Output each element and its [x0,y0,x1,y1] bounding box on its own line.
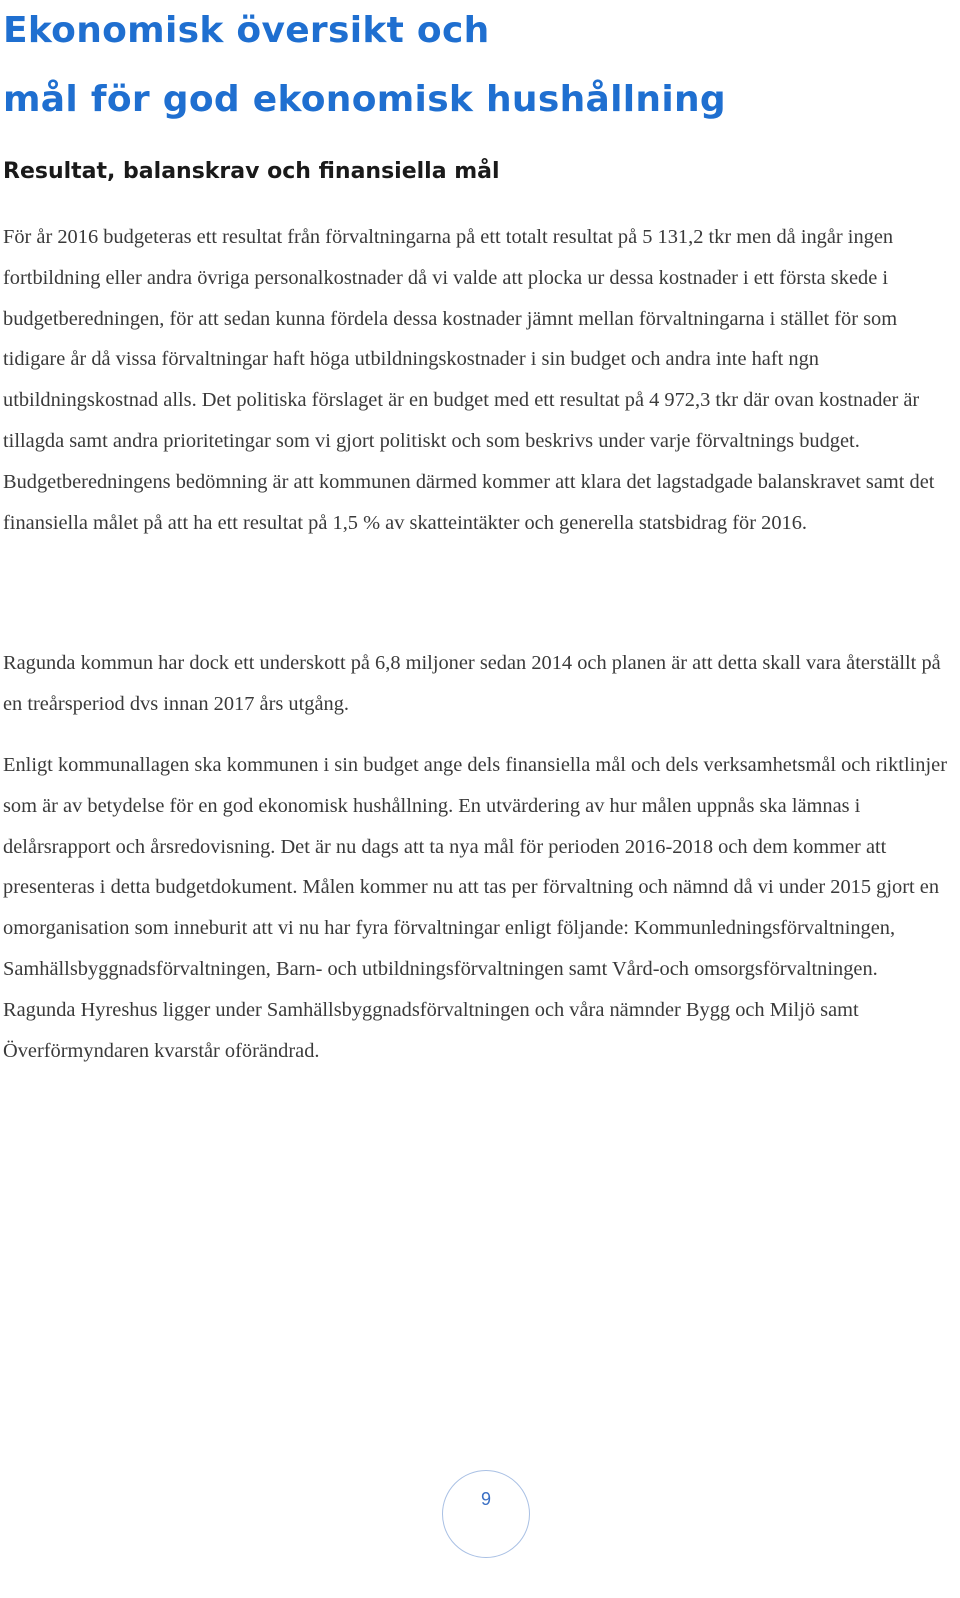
page-title-line-1: Ekonomisk översikt och [3,10,490,51]
body-paragraph-1: För år 2016 budgeteras ett resultat från förvaltningarna på ett totalt resultat på 5 131,2 tkr men då ingår ingen fortbildning eller andra övriga personalkostnader då vi valde att plocka ur dessa kostnader i ett första skede i budgetberedningen, för att sedan kunna fördela dessa kostnader jämnt mellan förvaltningarna i stället för som tidigare år då vissa förvaltningar haft höga utbildningskostnader i sin budget och andra inte haft ngn utbildningskostnad alls. Det politiska förslaget är en budget med ett resultat på 4 972,3 tkr där ovan kostnader är tillagda samt andra prioritetingar som vi gjort politiskt och som beskrivs under varje förvaltnings budget. Budgetberedningens bedömning är att kommunen därmed kommer att klara det lagstadgade balanskravet samt det finansiella målet på att ha ett resultat på 1,5 % av skatteintäkter och generella statsbidrag för 2016. [3,226,935,534]
page-number: 9 [442,1470,530,1558]
body-paragraph-2: Ragunda kommun har dock ett underskott på 6,8 miljoner sedan 2014 och planen är att detta skall vara återställt på en treårsperiod dvs innan 2017 års utgång. [3,652,941,715]
page-title-line-2: mål för god ekonomisk hushållning [3,79,726,120]
section-heading: Resultat, balanskrav och finansiella mål [3,159,500,184]
body-paragraph-3: Enligt kommunallagen ska kommunen i sin budget ange dels finansiella mål och dels verksamhetsmål och riktlinjer som är av betydelse för en god ekonomisk hushållning. En utvärdering av hur målen uppnås ska lämnas i delårsrapport och årsredovisning. Det är nu dags att ta nya mål för perioden 2016-2018 och dem kommer att presenteras i detta budgetdokument. Målen kommer nu att tas per förvaltning och nämnd då vi under 2015 gjort en omorganisation som inneburit att vi nu har fyra förvaltningar enligt följande: Kommunledningsförvaltningen, Samhällsbyggnadsförvaltningen, Barn- och utbildningsförvaltningen samt Vård-och omsorgsförvaltningen. Ragunda Hyreshus ligger under Samhällsbyggnadsförvaltningen och våra nämnder Bygg och Miljö samt Överförmyndaren kvarstår oförändrad. [3,754,947,1062]
page-title [3,0,726,134]
